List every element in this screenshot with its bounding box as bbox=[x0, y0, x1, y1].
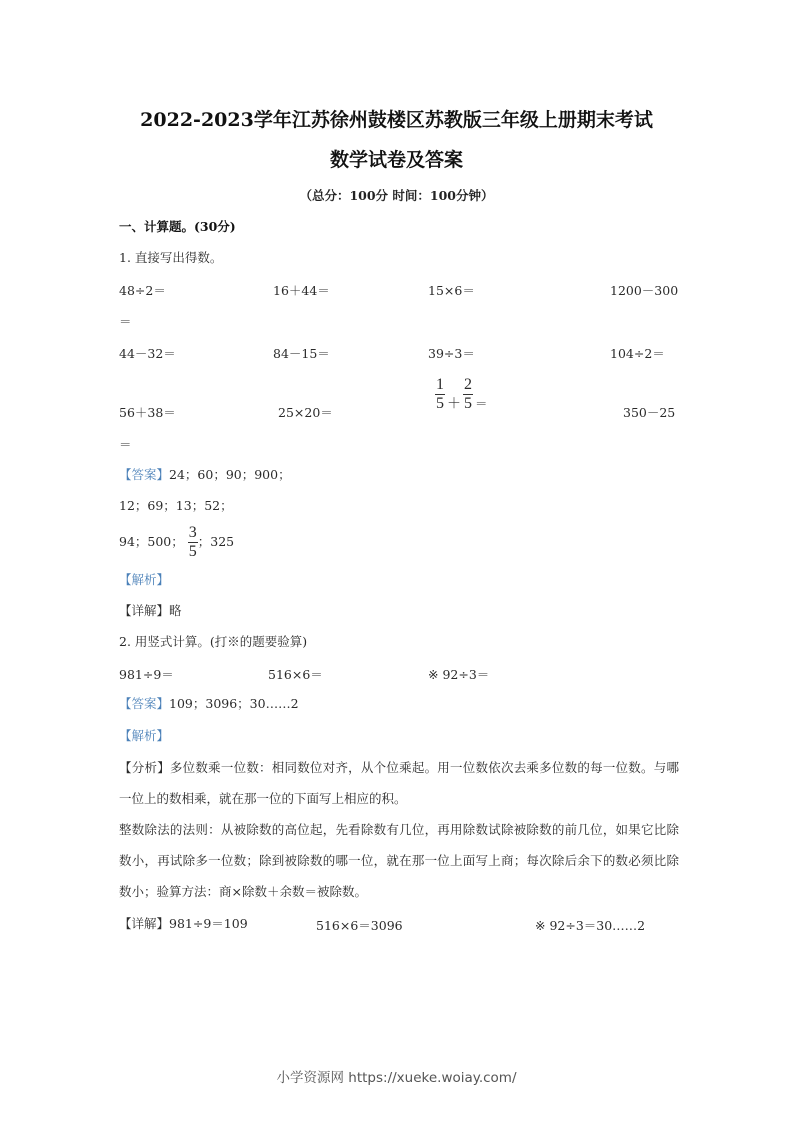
fraction: $\frac{3}{5}$ bbox=[188, 524, 197, 560]
answer-line: 94；500； $\frac{3}{5}$ ；325 bbox=[119, 524, 235, 560]
document-title-line2: 数学试卷及答案 bbox=[329, 149, 463, 171]
calc-item: 56＋38＝ bbox=[119, 405, 176, 420]
question-2-prompt: 2. 用竖式计算。(打※的题要验算) bbox=[119, 634, 308, 649]
calc-item: 981÷9＝ bbox=[119, 667, 174, 682]
analysis-label: 【解析】 bbox=[119, 728, 170, 743]
calc-item: 25×20＝ bbox=[278, 405, 333, 420]
section-heading: 一、计算题。(30分) bbox=[119, 219, 236, 234]
analysis-paragraph: 整数除法的法则：从被除数的高位起，先看除数有几位，再用除数试除被除数的前几位，如果它比除数小，再试除多一位数；除到被除数的哪一位，就在那一位上面写上商；每次除后余下的数必须比除数小；验算方法：商×除数＋余数＝被除数。 bbox=[119, 822, 679, 899]
calc-item: 44－32＝ bbox=[119, 346, 176, 361]
answer-label: 【答案】 bbox=[119, 696, 170, 711]
analysis-paragraph: 【分析】多位数乘一位数：相同数位对齐，从个位乘起。用一位数依次去乘多位数的每一位数。与哪一位上的数相乘，就在那一位的下面写上相应的积。 bbox=[119, 760, 679, 806]
detail-line: 【详解】略 bbox=[119, 603, 182, 618]
answer-line: 【答案】109；3096；30……2 bbox=[119, 696, 299, 711]
answer-line: 12；69；13；52； bbox=[119, 498, 233, 513]
document-title-line1: 2022-2023学年江苏徐州鼓楼区苏教版三年级上册期末考试 bbox=[140, 109, 653, 131]
answer-label: 【答案】 bbox=[119, 467, 170, 482]
calc-item: 350－25 bbox=[623, 405, 676, 420]
calc-item: 84－15＝ bbox=[273, 346, 330, 361]
question-1-prompt: 1. 直接写出得数。 bbox=[119, 250, 223, 265]
footer-watermark: 小学资源网 https://xueke.woiay.com/ bbox=[276, 1070, 517, 1086]
calc-item: 16＋44＝ bbox=[273, 283, 330, 298]
calc-item: 39÷3＝ bbox=[428, 346, 475, 361]
calc-item: 15×6＝ bbox=[428, 283, 475, 298]
calc-item-wrap: ＝ bbox=[119, 314, 132, 329]
fraction-expression: $\frac{1}{5}$ ＋ $\frac{2}{5}$ ＝ bbox=[436, 376, 488, 412]
calc-item-wrap: ＝ bbox=[119, 437, 132, 452]
calc-item: 516×6＝ bbox=[268, 667, 323, 682]
calc-item: ※ 92÷3＝ bbox=[428, 667, 490, 682]
detail-label: 【详解】 bbox=[119, 603, 170, 618]
answer-line: 【答案】24；60；90；900； bbox=[119, 467, 291, 482]
detail-label: 【详解】 bbox=[119, 916, 170, 931]
calc-item: 104÷2＝ bbox=[610, 346, 665, 361]
fraction: $\frac{2}{5}$ bbox=[464, 376, 472, 412]
detail-item: 516×6＝3096 bbox=[316, 918, 403, 933]
calc-item: 48÷2＝ bbox=[119, 283, 166, 298]
detail-item: ※ 92÷3＝30……2 bbox=[535, 918, 646, 933]
detail-line: 【详解】981÷9＝109 bbox=[119, 916, 248, 931]
calc-item: 1200－300 bbox=[610, 283, 679, 298]
analysis-label: 【解析】 bbox=[119, 572, 170, 587]
fraction: $\frac{1}{5}$ bbox=[436, 376, 444, 412]
document-subtitle: （总分：100分 时间：100分钟） bbox=[299, 188, 494, 203]
